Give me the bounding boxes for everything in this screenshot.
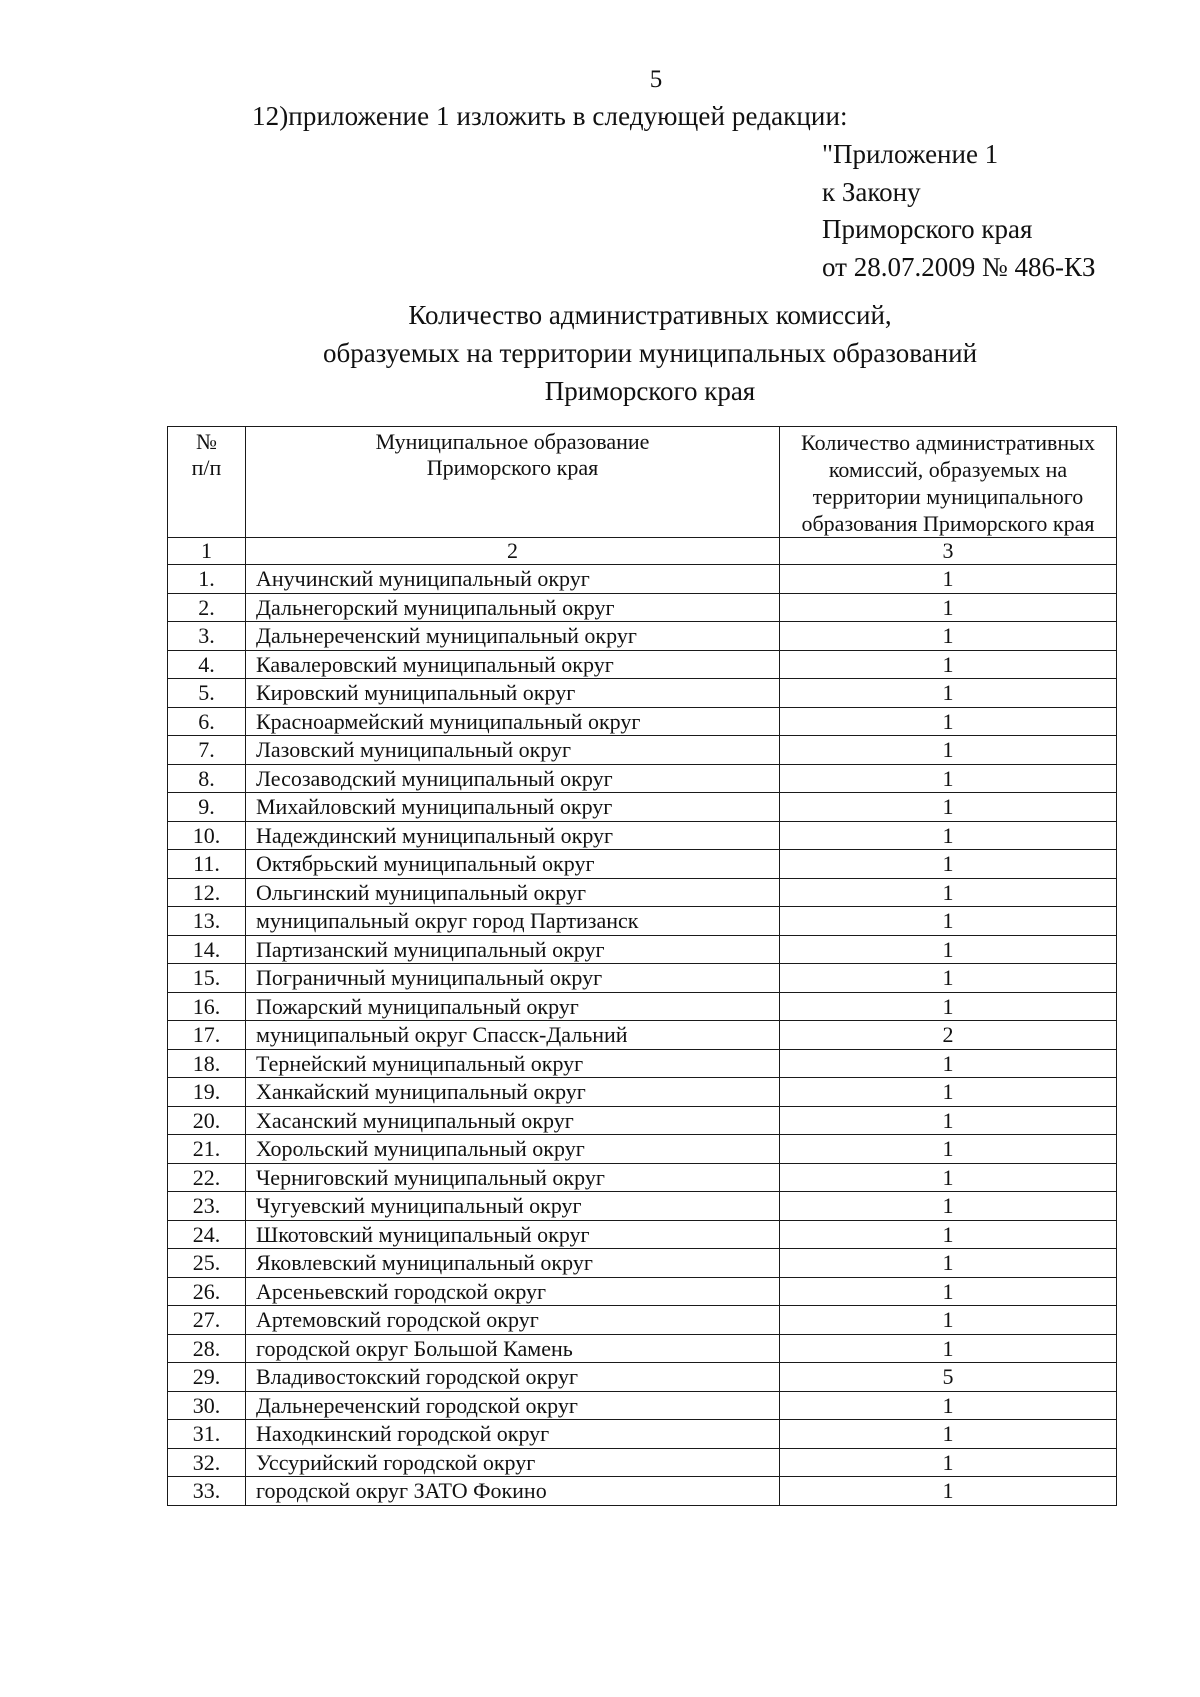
- table-row: [168, 1249, 1117, 1278]
- municipality-name: Кавалеровский муниципальный округ: [246, 650, 780, 679]
- municipality-name: Михайловский муниципальный округ: [246, 793, 780, 822]
- column-number: 2: [246, 538, 780, 565]
- commissions-table: [167, 426, 1117, 1506]
- table-row: [168, 764, 1117, 793]
- municipality-name: Лазовский муниципальный округ: [246, 736, 780, 765]
- commission-count: 1: [780, 650, 1117, 679]
- appendix-ref-line: от 28.07.2009 № 486-КЗ: [822, 251, 1096, 282]
- table-row: [168, 1391, 1117, 1420]
- municipality-name: Тернейский муниципальный округ: [246, 1049, 780, 1078]
- municipality-name: Хасанский муниципальный округ: [246, 1106, 780, 1135]
- table-row: [168, 1135, 1117, 1164]
- table-row: [168, 1192, 1117, 1221]
- commission-count: 5: [780, 1363, 1117, 1392]
- commission-count: 1: [780, 1306, 1117, 1335]
- row-index: 30.: [168, 1391, 246, 1420]
- municipality-name: Надеждинский муниципальный округ: [246, 821, 780, 850]
- row-index: 33.: [168, 1477, 246, 1506]
- commission-count: 1: [780, 593, 1117, 622]
- commission-count: 1: [780, 1049, 1117, 1078]
- commission-count: 1: [780, 1078, 1117, 1107]
- page-number: 5: [649, 66, 663, 93]
- row-index: 10.: [168, 821, 246, 850]
- row-index: 14.: [168, 935, 246, 964]
- row-index: 13.: [168, 907, 246, 936]
- table-row: [168, 593, 1117, 622]
- commission-count: 1: [780, 992, 1117, 1021]
- municipality-name: Владивостокский городской округ: [246, 1363, 780, 1392]
- commission-count: 1: [780, 1334, 1117, 1363]
- table-row: [168, 1106, 1117, 1135]
- commission-count: 1: [780, 935, 1117, 964]
- header-commission-count: Количество административных комиссий, образуемых на территории муниципального образования Приморского края: [780, 427, 1117, 538]
- municipality-name: Ханкайский муниципальный округ: [246, 1078, 780, 1107]
- header-number: № п/п: [168, 427, 246, 538]
- municipality-name: Лесозаводский муниципальный округ: [246, 764, 780, 793]
- row-index: 4.: [168, 650, 246, 679]
- table-row: [168, 850, 1117, 879]
- municipality-name: Пожарский муниципальный округ: [246, 992, 780, 1021]
- municipality-name: Уссурийский городской округ: [246, 1448, 780, 1477]
- table-row: [168, 1078, 1117, 1107]
- row-index: 12.: [168, 878, 246, 907]
- table-row: [168, 650, 1117, 679]
- table-row: [168, 1477, 1117, 1506]
- title-line: Количество административных комиссий,: [408, 300, 892, 330]
- table-row: [168, 878, 1117, 907]
- municipality-name: Хорольский муниципальный округ: [246, 1135, 780, 1164]
- table-row: [168, 707, 1117, 736]
- appendix-ref-line: "Приложение 1: [822, 139, 999, 169]
- commission-count: 1: [780, 1192, 1117, 1221]
- municipality-name: городской округ Большой Камень: [246, 1334, 780, 1363]
- table-row: [168, 821, 1117, 850]
- municipality-name: муниципальный округ Спасск-Дальний: [246, 1021, 780, 1050]
- municipality-name: Пограничный муниципальный округ: [246, 964, 780, 993]
- table-row: [168, 1220, 1117, 1249]
- row-index: 9.: [168, 793, 246, 822]
- commission-count: 1: [780, 878, 1117, 907]
- row-index: 11.: [168, 850, 246, 879]
- table-row: [168, 1420, 1117, 1449]
- column-numbers-row: [168, 538, 1117, 565]
- commission-count: 1: [780, 565, 1117, 594]
- municipality-name: городской округ ЗАТО Фокино: [246, 1477, 780, 1506]
- municipality-name: муниципальный округ город Партизанск: [246, 907, 780, 936]
- commission-count: 1: [780, 821, 1117, 850]
- table-row: [168, 1163, 1117, 1192]
- row-index: 3.: [168, 622, 246, 651]
- row-index: 5.: [168, 679, 246, 708]
- table-row: [168, 679, 1117, 708]
- appendix-ref-line: к Закону: [822, 176, 921, 207]
- appendix-ref-line: Приморского края: [822, 214, 1033, 244]
- column-number: 3: [780, 538, 1117, 565]
- commission-count: 1: [780, 1249, 1117, 1278]
- municipality-name: Артемовский городской округ: [246, 1306, 780, 1335]
- table-row: [168, 1334, 1117, 1363]
- commission-count: 1: [780, 1391, 1117, 1420]
- row-index: 19.: [168, 1078, 246, 1107]
- table-row: [168, 992, 1117, 1021]
- title-line: образуемых на территории муниципальных образований: [322, 338, 978, 368]
- row-index: 6.: [168, 707, 246, 736]
- municipality-name: Дальнегорский муниципальный округ: [246, 593, 780, 622]
- table-row: [168, 793, 1117, 822]
- column-number: 1: [168, 538, 246, 565]
- table-row: [168, 736, 1117, 765]
- row-index: 24.: [168, 1220, 246, 1249]
- table-row: [168, 1306, 1117, 1335]
- table-row: [168, 565, 1117, 594]
- commission-count: 1: [780, 707, 1117, 736]
- row-index: 29.: [168, 1363, 246, 1392]
- municipality-name: Дальнереченский муниципальный округ: [246, 622, 780, 651]
- amendment-intro: 12)приложение 1 изложить в следующей редакции:: [252, 101, 848, 131]
- commission-count: 1: [780, 1163, 1117, 1192]
- table-header-row: [168, 427, 1117, 538]
- commission-count: 1: [780, 622, 1117, 651]
- row-index: 16.: [168, 992, 246, 1021]
- commission-count: 1: [780, 764, 1117, 793]
- commission-count: 1: [780, 1220, 1117, 1249]
- row-index: 15.: [168, 964, 246, 993]
- table-row: [168, 1021, 1117, 1050]
- municipality-name: Дальнереченский городской округ: [246, 1391, 780, 1420]
- table-row: [168, 1049, 1117, 1078]
- commission-count: 1: [780, 793, 1117, 822]
- table-row: [168, 1277, 1117, 1306]
- row-index: 22.: [168, 1163, 246, 1192]
- table-row: [168, 964, 1117, 993]
- municipality-name: Кировский муниципальный округ: [246, 679, 780, 708]
- row-index: 23.: [168, 1192, 246, 1221]
- row-index: 27.: [168, 1306, 246, 1335]
- municipality-name: Партизанский муниципальный округ: [246, 935, 780, 964]
- municipality-name: Находкинский городской округ: [246, 1420, 780, 1449]
- row-index: 1.: [168, 565, 246, 594]
- row-index: 7.: [168, 736, 246, 765]
- commission-count: 1: [780, 1420, 1117, 1449]
- title-line: Приморского края: [544, 376, 756, 406]
- row-index: 21.: [168, 1135, 246, 1164]
- row-index: 26.: [168, 1277, 246, 1306]
- commission-count: 1: [780, 907, 1117, 936]
- document-title: [200, 296, 1100, 410]
- municipality-name: Ольгинский муниципальный округ: [246, 878, 780, 907]
- commission-count: 1: [780, 1106, 1117, 1135]
- commission-count: 1: [780, 736, 1117, 765]
- municipality-name: Октябрьский муниципальный округ: [246, 850, 780, 879]
- header-municipality: Муниципальное образование Приморского края: [246, 427, 780, 538]
- row-index: 8.: [168, 764, 246, 793]
- municipality-name: Анучинский муниципальный округ: [246, 565, 780, 594]
- row-index: 31.: [168, 1420, 246, 1449]
- row-index: 25.: [168, 1249, 246, 1278]
- commission-count: 1: [780, 1135, 1117, 1164]
- row-index: 17.: [168, 1021, 246, 1050]
- row-index: 18.: [168, 1049, 246, 1078]
- table-row: [168, 935, 1117, 964]
- row-index: 28.: [168, 1334, 246, 1363]
- table-row: [168, 1448, 1117, 1477]
- row-index: 32.: [168, 1448, 246, 1477]
- commission-count: 2: [780, 1021, 1117, 1050]
- municipality-name: Яковлевский муниципальный округ: [246, 1249, 780, 1278]
- commission-count: 1: [780, 679, 1117, 708]
- table-row: [168, 622, 1117, 651]
- municipality-name: Арсеньевский городской округ: [246, 1277, 780, 1306]
- commission-count: 1: [780, 964, 1117, 993]
- commission-count: 1: [780, 1477, 1117, 1506]
- commission-count: 1: [780, 1448, 1117, 1477]
- municipality-name: Черниговский муниципальный округ: [246, 1163, 780, 1192]
- appendix-reference: [822, 136, 1095, 286]
- row-index: 20.: [168, 1106, 246, 1135]
- municipality-name: Чугуевский муниципальный округ: [246, 1192, 780, 1221]
- table-row: [168, 907, 1117, 936]
- municipality-name: Шкотовский муниципальный округ: [246, 1220, 780, 1249]
- commission-count: 1: [780, 850, 1117, 879]
- commission-count: 1: [780, 1277, 1117, 1306]
- table-row: [168, 1363, 1117, 1392]
- row-index: 2.: [168, 593, 246, 622]
- municipality-name: Красноармейский муниципальный округ: [246, 707, 780, 736]
